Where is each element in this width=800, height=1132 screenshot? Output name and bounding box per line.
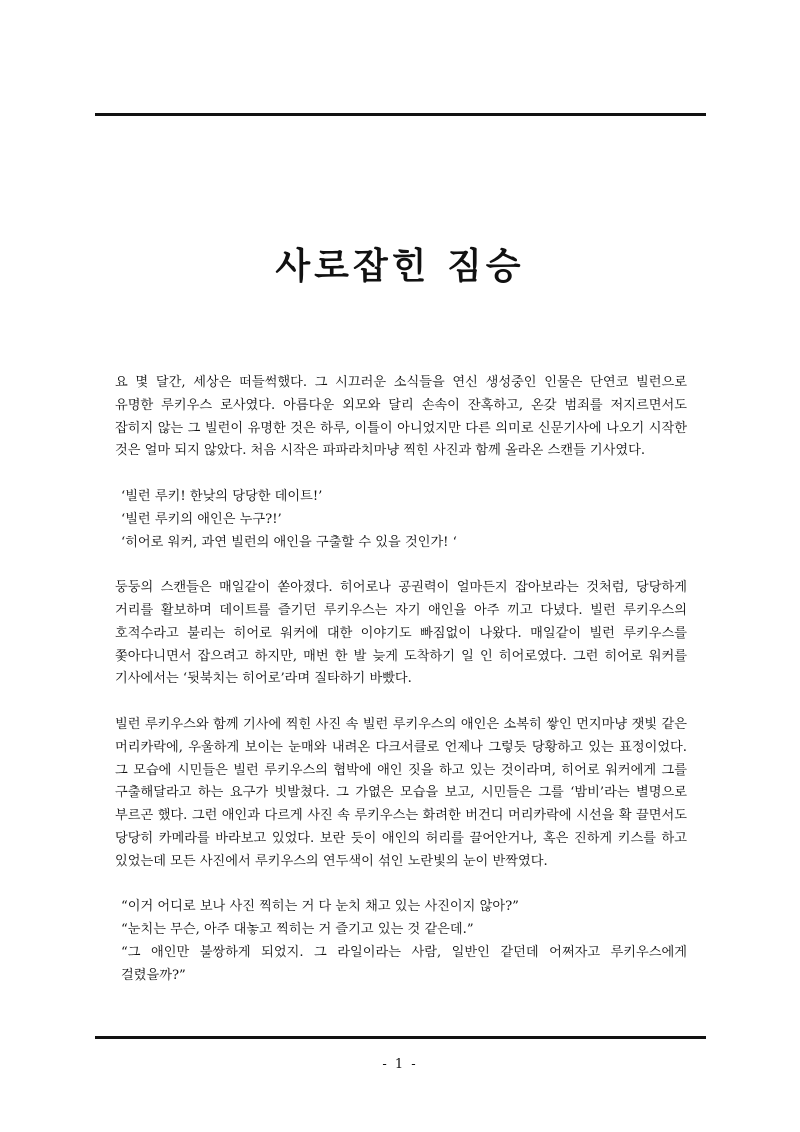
body-paragraph-1: 요 몇 달간, 세상은 떠들썩했다. 그 시끄러운 소식들을 연신 생성중인 인물은 단연코 빌런으로 유명한 루키우스 로사였다. 아름다운 외모와 달리 손속이 잔혹하고, 온갖 범죄를 저지르면서도 잡히지 않는 그 빌런이 유명한 것은 하루, 이틀이 아니었지만 다른 의미로 신문기사에 나오기 시작한 것은 얼마 되지 않았다. 처음 시작은 파파라치마냥 찍힌 사진과 함께 올라온 스캔들 기사였다. (115, 375, 687, 459)
page-number: - 1 - (382, 1057, 418, 1072)
dialogue-line-2: “눈치는 무슨, 아주 대놓고 찍히는 거 즐기고 있는 것 같은데.” (121, 922, 474, 938)
body-paragraph-3: 빌런 루키우스와 함께 기사에 찍힌 사진 속 빌런 루키우스의 애인은 소복히 쌓인 먼지마냥 잿빛 같은 머리카락에, 우울하게 보이는 눈매와 내려온 다크서클로 언제나 그렇듯 당황하고 있는 표정이었다. 그 모습에 시민들은 빌런 루키우스의 협박에 애인 짓을 하고 있는 것이라며, 히어로 워커에게 그를 구출해달라고 하는 요구가 빗발쳤다. 그 가엾은 모습을 보고, 시민들은 그를 ‘밤비’라는 별명으로 부르곤 했다. 그런 애인과 다르게 사진 속 루키우스는 화려한 버건디 머리카락에 시선을 확 끌면서도 당당히 카메라를 바라보고 있었다. 보란 듯이 애인의 허리를 끌어안거나, 혹은 진하게 키스를 하고 있었는데 모든 사진에서 루키우스의 연두색이 섞인 노란빛의 눈이 반짝였다. (115, 716, 687, 869)
headline-quotes (115, 486, 687, 554)
bottom-rule (95, 1036, 706, 1039)
document-body (115, 372, 687, 988)
document-title: 사로잡힌 짐승 (275, 245, 525, 287)
dialogue-line-1: “이거 어디로 보나 사진 찍히는 거 다 눈치 채고 있는 사진이지 않아?” (121, 899, 519, 915)
headline-quote-1: ‘빌런 루키! 한낮의 당당한 데이트!’ (121, 488, 323, 504)
dialogue-line-3: “그 애인만 불쌍하게 되었지. 그 라일이라는 사람, 일반인 같던데 어쩌자고 루키우스에게 걸렸을까?” (121, 944, 687, 983)
headline-quote-3: ‘히어로 워커, 과연 빌런의 애인을 구출할 수 있을 것인가! ‘ (121, 534, 457, 550)
headline-quote-2: ‘빌런 루키의 애인은 누구?!’ (121, 511, 282, 527)
body-paragraph-2: 둥둥의 스캔들은 매일같이 쏟아졌다. 히어로나 공권력이 얼마든지 잡아보라는 것처럼, 당당하게 거리를 활보하며 데이트를 즐기던 루키우스는 자기 애인을 아주 끼고 다녔다. 빌런 루키우스의 호적수라고 불리는 히어로 워커에 대한 이야기도 빠짐없이 나왔다. 매일같이 빌런 루키우스를 쫓아다니면서 잡으려고 하지만, 매번 한 발 늦게 도착하기 일 인 히어로였다. 그런 히어로 워커를 기사에서는 ‘뒷북치는 히어로’라며 질타하기 바빴다. (115, 580, 687, 687)
dialogue-lines (115, 896, 687, 987)
top-rule (95, 113, 706, 116)
